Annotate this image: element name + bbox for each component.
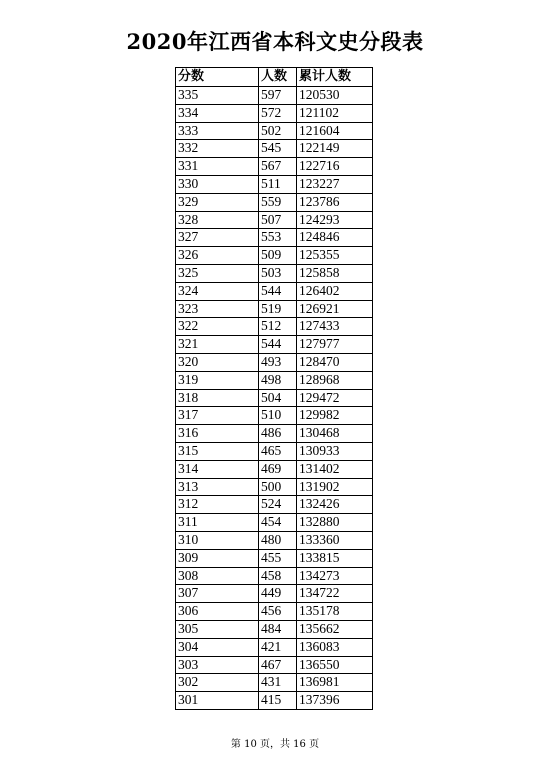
table-row (176, 336, 373, 354)
table-row (176, 158, 373, 176)
cell-count: 431 (259, 674, 297, 692)
cell-score: 315 (176, 442, 259, 460)
table-row (176, 603, 373, 621)
cell-cumulative: 129982 (297, 407, 373, 425)
cell-cumulative: 132880 (297, 514, 373, 532)
table-body (176, 87, 373, 710)
cell-cumulative: 130468 (297, 425, 373, 443)
table-row (176, 478, 373, 496)
cell-score: 332 (176, 140, 259, 158)
cell-count: 597 (259, 87, 297, 105)
table-row (176, 300, 373, 318)
cell-count: 454 (259, 514, 297, 532)
cell-cumulative: 137396 (297, 692, 373, 710)
table-row (176, 389, 373, 407)
cell-count: 421 (259, 638, 297, 656)
cell-cumulative: 136550 (297, 656, 373, 674)
table-row (176, 104, 373, 122)
cell-cumulative: 129472 (297, 389, 373, 407)
cell-score: 304 (176, 638, 259, 656)
cell-count: 524 (259, 496, 297, 514)
column-header-cumulative: 累计人数 (297, 68, 373, 87)
cell-cumulative: 122716 (297, 158, 373, 176)
table-row (176, 211, 373, 229)
cell-score: 308 (176, 567, 259, 585)
cell-cumulative: 136083 (297, 638, 373, 656)
cell-count: 511 (259, 175, 297, 193)
table-row (176, 318, 373, 336)
cell-count: 493 (259, 353, 297, 371)
cell-cumulative: 136981 (297, 674, 373, 692)
cell-cumulative: 131902 (297, 478, 373, 496)
table-row (176, 122, 373, 140)
column-header-score: 分数 (176, 68, 259, 87)
cell-count: 509 (259, 247, 297, 265)
cell-count: 544 (259, 336, 297, 354)
table-row (176, 175, 373, 193)
cell-score: 307 (176, 585, 259, 603)
table-row (176, 656, 373, 674)
cell-score: 305 (176, 620, 259, 638)
cell-count: 415 (259, 692, 297, 710)
cell-count: 456 (259, 603, 297, 621)
cell-count: 567 (259, 158, 297, 176)
table-row (176, 638, 373, 656)
cell-score: 320 (176, 353, 259, 371)
cell-count: 572 (259, 104, 297, 122)
cell-score: 303 (176, 656, 259, 674)
table-row (176, 620, 373, 638)
table-row (176, 567, 373, 585)
cell-cumulative: 134722 (297, 585, 373, 603)
cell-count: 503 (259, 264, 297, 282)
table-row (176, 87, 373, 105)
cell-score: 301 (176, 692, 259, 710)
cell-cumulative: 131402 (297, 460, 373, 478)
cell-count: 500 (259, 478, 297, 496)
table-row (176, 442, 373, 460)
cell-score: 326 (176, 247, 259, 265)
table-row (176, 264, 373, 282)
table-row (176, 531, 373, 549)
cell-score: 324 (176, 282, 259, 300)
cell-score: 327 (176, 229, 259, 247)
cell-cumulative: 133360 (297, 531, 373, 549)
cell-count: 467 (259, 656, 297, 674)
cell-cumulative: 135662 (297, 620, 373, 638)
cell-count: 458 (259, 567, 297, 585)
table-row (176, 353, 373, 371)
cell-score: 319 (176, 371, 259, 389)
cell-score: 330 (176, 175, 259, 193)
cell-count: 449 (259, 585, 297, 603)
cell-score: 328 (176, 211, 259, 229)
cell-score: 316 (176, 425, 259, 443)
table-row (176, 425, 373, 443)
cell-cumulative: 127433 (297, 318, 373, 336)
cell-count: 469 (259, 460, 297, 478)
cell-cumulative: 121102 (297, 104, 373, 122)
column-header-count: 人数 (259, 68, 297, 87)
table-row (176, 193, 373, 211)
cell-score: 306 (176, 603, 259, 621)
cell-count: 502 (259, 122, 297, 140)
cell-score: 333 (176, 122, 259, 140)
cell-score: 335 (176, 87, 259, 105)
cell-count: 486 (259, 425, 297, 443)
cell-score: 314 (176, 460, 259, 478)
cell-cumulative: 125858 (297, 264, 373, 282)
cell-cumulative: 120530 (297, 87, 373, 105)
cell-score: 317 (176, 407, 259, 425)
table-row (176, 496, 373, 514)
cell-cumulative: 130933 (297, 442, 373, 460)
cell-score: 322 (176, 318, 259, 336)
cell-cumulative: 124293 (297, 211, 373, 229)
cell-cumulative: 127977 (297, 336, 373, 354)
cell-count: 465 (259, 442, 297, 460)
cell-score: 318 (176, 389, 259, 407)
cell-cumulative: 135178 (297, 603, 373, 621)
cell-score: 313 (176, 478, 259, 496)
cell-count: 519 (259, 300, 297, 318)
cell-score: 331 (176, 158, 259, 176)
cell-cumulative: 128968 (297, 371, 373, 389)
cell-score: 325 (176, 264, 259, 282)
cell-count: 544 (259, 282, 297, 300)
cell-cumulative: 123227 (297, 175, 373, 193)
cell-score: 310 (176, 531, 259, 549)
cell-count: 553 (259, 229, 297, 247)
cell-score: 334 (176, 104, 259, 122)
score-distribution-table (175, 67, 373, 710)
cell-cumulative: 125355 (297, 247, 373, 265)
cell-cumulative: 126921 (297, 300, 373, 318)
table-row (176, 514, 373, 532)
cell-cumulative: 128470 (297, 353, 373, 371)
cell-count: 504 (259, 389, 297, 407)
cell-count: 484 (259, 620, 297, 638)
cell-cumulative: 122149 (297, 140, 373, 158)
table-row (176, 460, 373, 478)
table-row (176, 371, 373, 389)
cell-count: 545 (259, 140, 297, 158)
cell-score: 311 (176, 514, 259, 532)
cell-score: 321 (176, 336, 259, 354)
cell-count: 559 (259, 193, 297, 211)
cell-cumulative: 133815 (297, 549, 373, 567)
cell-cumulative: 121604 (297, 122, 373, 140)
table-row (176, 282, 373, 300)
table-header-row (176, 68, 373, 87)
cell-count: 510 (259, 407, 297, 425)
cell-count: 507 (259, 211, 297, 229)
cell-cumulative: 124846 (297, 229, 373, 247)
cell-score: 312 (176, 496, 259, 514)
cell-count: 498 (259, 371, 297, 389)
table-row (176, 140, 373, 158)
page-title: 2020年江西省本科文史分段表 (126, 29, 424, 54)
page-footer: 第 10 页，共 16 页 (230, 739, 320, 750)
cell-score: 323 (176, 300, 259, 318)
cell-cumulative: 134273 (297, 567, 373, 585)
table-row (176, 247, 373, 265)
cell-score: 309 (176, 549, 259, 567)
cell-score: 302 (176, 674, 259, 692)
table-row (176, 407, 373, 425)
table-row (176, 674, 373, 692)
table-row (176, 549, 373, 567)
cell-count: 455 (259, 549, 297, 567)
cell-count: 512 (259, 318, 297, 336)
cell-count: 480 (259, 531, 297, 549)
cell-cumulative: 123786 (297, 193, 373, 211)
cell-cumulative: 132426 (297, 496, 373, 514)
table-row (176, 229, 373, 247)
cell-score: 329 (176, 193, 259, 211)
table-row (176, 692, 373, 710)
table-row (176, 585, 373, 603)
cell-cumulative: 126402 (297, 282, 373, 300)
